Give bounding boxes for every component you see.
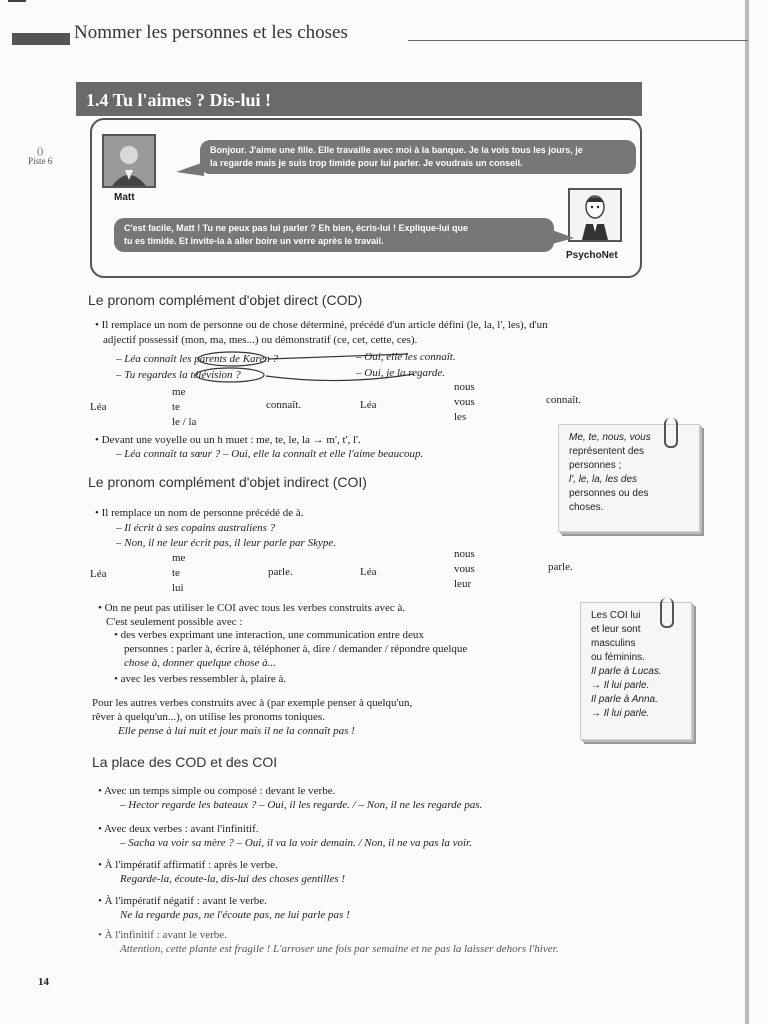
note1-line-4: l', le, la, les des xyxy=(569,474,638,485)
place-item-2-example: – Sacha va voir sa mère ? – Oui, il va la voir demain. / Non, il ne va pas la voir. xyxy=(120,837,472,849)
coi-interaction-line-3: chose à, donner quelque chose à... xyxy=(124,657,276,669)
arrow-annotation-icon xyxy=(190,346,420,388)
place-item-1-example: – Hector regarde les bateaux ? – Oui, il les regarde. / – Non, il ne les regarde pas. xyxy=(120,799,483,811)
cartoon-man-icon xyxy=(570,190,620,240)
cod-example-1-question: – Léa connaît les parents de Karen ? xyxy=(116,353,279,365)
place-item-3-example: Regarde-la, écoute-la, dis-lui des choses gentilles ! xyxy=(120,873,346,885)
coi-table-verb-2: parle. xyxy=(548,561,573,573)
section-title: 1.4 Tu l'aimes ? Dis-lui ! xyxy=(86,90,272,110)
coi-table-vous: vous xyxy=(454,563,475,575)
note2-line-2: et leur sont xyxy=(591,624,641,635)
cod-table-lea-1: Léa xyxy=(90,401,107,413)
place-item-4-example: Ne la regarde pas, ne l'écoute pas, ne lui parle pas ! xyxy=(120,909,350,921)
cod-table-vous: vous xyxy=(454,396,475,408)
cod-example-2-answer: – Oui, je la regarde. xyxy=(356,367,446,379)
note1-line-6: choses. xyxy=(569,502,604,513)
place-item-3: • À l'impératif affirmatif : après le verbe. xyxy=(98,859,278,871)
coi-rule: • Il remplace un nom de personne précédé de à. xyxy=(95,507,304,519)
cod-rule-line-1: • Il remplace un nom de personne ou de chose déterminé, précédé d'un article défini (le, la, l', les), d'un xyxy=(95,319,548,331)
tonic-line-1: Pour les autres verbes construits avec à (par exemple penser à quelqu'un, xyxy=(92,697,413,709)
matt-line-2: la regarde mais je suis trop timide pour lui parler. Je voudrais un conseil. xyxy=(210,158,523,168)
cod-table-verb-2: connaît. xyxy=(546,394,582,406)
note2-line-4: ou féminins. xyxy=(591,652,645,663)
place-item-2: • Avec deux verbes : avant l'infinitif. xyxy=(98,823,259,835)
matt-speech-bubble xyxy=(200,140,636,174)
cod-table-verb-1: connaît. xyxy=(266,399,302,411)
coi-table-verb-1: parle. xyxy=(268,566,293,578)
cod-heading: Le pronom complément d'objet direct (COD) xyxy=(88,292,363,308)
coi-table-me: me xyxy=(172,552,186,564)
coi-table-nous: nous xyxy=(454,548,475,560)
note2-line-3: masculins xyxy=(591,638,636,649)
note2-line-8: → Il lui parle. xyxy=(591,708,650,719)
chapter-bar xyxy=(12,33,70,45)
note2-line-1: Les COI lui xyxy=(591,610,641,621)
cod-table-lea-2: Léa xyxy=(360,399,377,411)
audio-icon: () xyxy=(37,146,44,156)
place-item-4: • À l'impératif négatif : avant le verbe. xyxy=(98,895,267,907)
cod-example-2-question: – Tu regardes la télévision ? xyxy=(116,369,241,381)
paperclip-icon xyxy=(660,598,674,628)
coi-heading: Le pronom complément d'objet indirect (COI) xyxy=(88,474,367,490)
matt-avatar xyxy=(102,134,156,188)
note1-line-2: représentent des xyxy=(569,446,645,457)
coi-table-lea-1: Léa xyxy=(90,568,107,580)
cod-table-me: me xyxy=(172,386,186,398)
coi-table-lui: lui xyxy=(172,582,184,594)
place-item-5: • À l'infinitif : avant le verbe. xyxy=(98,929,227,941)
note1-line-1: Me, te, nous, vous xyxy=(569,432,651,443)
matt-line-1: Bonjour. J'aime une fille. Elle travaille avec moi à la banque. Je la vois tous les jours, je xyxy=(210,145,583,155)
bubble-tail-left-icon xyxy=(176,160,204,180)
coi-example-question: – Il écrit à ses copains australiens ? xyxy=(116,522,276,534)
place-item-1: • Avec un temps simple ou composé : devant le verbe. xyxy=(98,785,336,797)
paperclip-icon xyxy=(664,418,678,448)
tonic-line-2: rêver à quelqu'un...), on utilise les pronoms toniques. xyxy=(92,711,325,723)
psy-line-1: C'est facile, Matt ! Tu ne peux pas lui parler ? Eh bien, écris-lui ! Explique-lui que xyxy=(124,223,469,233)
page-edge-shadow xyxy=(745,0,749,1024)
coi-table-lea-2: Léa xyxy=(360,566,377,578)
chapter-rule xyxy=(408,40,748,41)
cod-table-nous: nous xyxy=(454,381,475,393)
cod-example-1-answer: – Oui, elle les connaît. xyxy=(356,351,456,363)
place-item-5-example: Attention, cette plante est fragile ! L'arroser une fois par semaine et ne pas la laisser dehors l'hiver. xyxy=(120,943,559,955)
note-card-cod xyxy=(558,424,700,532)
psychonet-avatar xyxy=(568,188,622,242)
coi-interaction-line-1: • des verbes exprimant une interaction, une communication entre deux xyxy=(114,629,424,641)
track-label: Piste 6 xyxy=(28,156,53,166)
note2-line-7: Il parle à Anna. xyxy=(591,694,658,705)
audio-track xyxy=(28,146,52,166)
note1-line-5: personnes ou des xyxy=(569,488,649,499)
coi-table-leur: leur xyxy=(454,578,472,590)
psy-line-2: tu es timide. Et invite-la à aller boire un verre après le travail. xyxy=(124,236,384,246)
psychonet-speech-bubble xyxy=(114,218,554,252)
man-portrait-icon xyxy=(104,136,154,186)
coi-table-te: te xyxy=(172,567,180,579)
cod-table-lela: le / la xyxy=(172,416,197,428)
bubble-tail-right-icon xyxy=(552,228,574,248)
chapter-title: Nommer les personnes et les choses xyxy=(74,22,348,43)
note-card-coi xyxy=(580,602,692,740)
note2-line-5: Il parle à Lucas. xyxy=(591,666,662,677)
cod-table-les: les xyxy=(454,411,467,423)
note1-line-3: personnes ; xyxy=(569,460,622,471)
coi-verbs-line: • avec les verbes ressembler à, plaire à. xyxy=(114,673,287,685)
cod-elision-example: – Léa connaît ta sœur ? – Oui, elle la connaît et elle l'aime beaucoup. xyxy=(116,448,424,460)
top-dash xyxy=(8,0,26,2)
cod-table-te: te xyxy=(172,401,180,413)
matt-name: Matt xyxy=(114,192,135,203)
psychonet-name: PsychoNet xyxy=(566,250,618,261)
place-heading: La place des COD et des COI xyxy=(92,754,278,770)
coi-restriction-line-2: C'est seulement possible avec : xyxy=(106,616,243,628)
cod-elision-rule: • Devant une voyelle ou un h muet : me, te, le, la → m', t', l'. xyxy=(95,434,361,446)
tonic-example: Elle pense à lui nuit et jour mais il ne la connaît pas ! xyxy=(118,725,355,737)
note2-line-6: → Il lui parle. xyxy=(591,680,650,691)
coi-example-answer: – Non, il ne leur écrit pas, il leur parle par Skype. xyxy=(116,537,336,549)
coi-restriction-line-1: • On ne peut pas utiliser le COI avec tous les verbes construits avec à. xyxy=(98,602,406,614)
coi-interaction-line-2: personnes : parler à, écrire à, téléphoner à, dire / demander / répondre quelque xyxy=(124,643,468,655)
page-number: 14 xyxy=(38,976,49,988)
cod-rule-line-2: adjectif possessif (mon, ma, mes...) ou démonstratif (ce, cet, cette, ces). xyxy=(103,334,418,346)
